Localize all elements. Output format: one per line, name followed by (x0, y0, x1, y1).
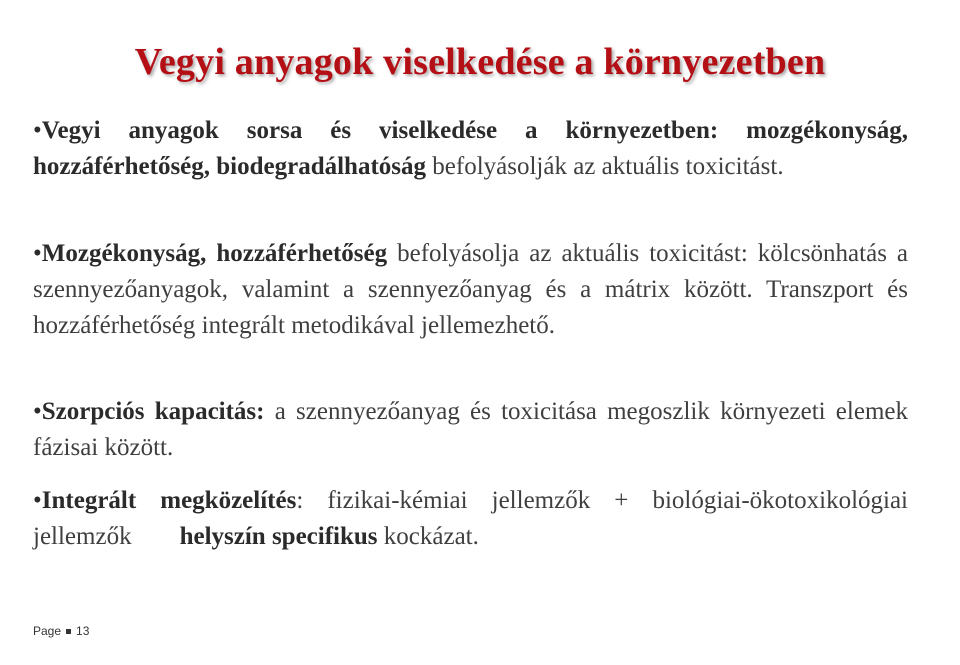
bullet-paragraph-4 (33, 483, 908, 555)
bullet-1-bold: Vegyi anyagok sorsa és viselkedése a környezetben: mozgékonyság, hozzáférhetőség, biodegradálhatóság (33, 117, 908, 180)
bullet-4-bold-2: helyszín specifikus (179, 523, 378, 550)
bullet-icon: • (33, 487, 42, 514)
bullet-2-text: befolyásolja az aktuális toxicitást: kölcsönhatás a szennyezőanyagok, valamint a szennyezőanyag és a mátrix között. Transzport és hozzáférhetőség integrált metodikával jellemezhető. (33, 240, 909, 339)
bullet-1-text: befolyásolják az aktuális toxicitást. (426, 153, 784, 180)
bullet-icon: • (33, 398, 42, 425)
slide-title: Vegyi anyagok viselkedése a környezetben (134, 41, 826, 83)
page-number: 13 (76, 624, 90, 638)
bullet-paragraph-3 (33, 394, 908, 466)
bullet-3-text: a szennyezőanyag és toxicitása megoszlik környezeti elemek fázisai között. (33, 398, 908, 461)
bullet-2-bold: Mozgékonyság, hozzáférhetőség (41, 240, 388, 267)
bullet-icon: • (33, 240, 42, 267)
bullet-4-text-2: kockázat. (377, 523, 479, 550)
bullet-3-bold: Szorpciós kapacitás: (41, 398, 265, 425)
bullet-paragraph-2 (33, 236, 908, 344)
bullet-icon: • (33, 117, 42, 144)
bullet-4-bold: Integrált megközelítés (41, 487, 297, 514)
bullet-paragraph-1 (33, 113, 908, 185)
square-bullet-icon (66, 629, 71, 634)
page-footer (33, 624, 89, 638)
bullet-4-text: : fizikai-kémiai jellemzők + biológiai-ökotoxikológiai jellemzők (33, 487, 908, 550)
page-label: Page (33, 624, 62, 638)
